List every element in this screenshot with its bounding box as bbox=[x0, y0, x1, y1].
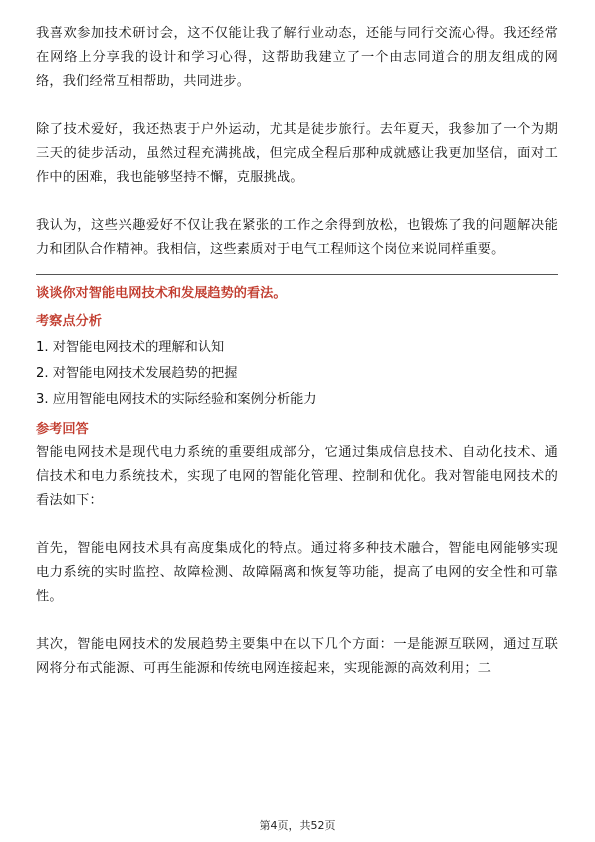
intro-paragraph-3: 我认为，这些兴趣爱好不仅让我在紧张的工作之余得到放松，也锻炼了我的问题解决能力和团队合作精神。我相信，这些素质对于电气工程师这个岗位来说同样重要。 bbox=[36, 218, 558, 257]
answer-paragraph-1: 智能电网技术是现代电力系统的重要组成部分，它通过集成信息技术、自动化技术、通信技术和电力系统技术，实现了电网的智能化管理、控制和优化。我对智能电网技术的看法如下： bbox=[36, 445, 558, 508]
analysis-item-2: 2. 对智能电网技术发展趋势的把握 bbox=[36, 366, 238, 381]
analysis-item-3: 3. 应用智能电网技术的实际经验和案例分析能力 bbox=[36, 392, 317, 407]
spacer bbox=[36, 94, 558, 118]
analysis-heading: 考察点分析 bbox=[36, 314, 102, 329]
section-divider bbox=[36, 274, 558, 275]
question-title: 谈谈你对智能电网技术和发展趋势的看法。 bbox=[36, 286, 287, 301]
spacer bbox=[36, 190, 558, 214]
page-number-footer: 第4页，共52页 bbox=[259, 819, 336, 832]
spacer bbox=[36, 513, 558, 537]
analysis-item-1: 1. 对智能电网技术的理解和认知 bbox=[36, 340, 225, 355]
analysis-list bbox=[36, 335, 558, 413]
page-content bbox=[36, 22, 558, 681]
answer-paragraph-3: 其次，智能电网技术的发展趋势主要集中在以下几个方面：一是能源互联网，通过互联网将分布式能源、可再生能源和传统电网连接起来，实现能源的高效利用；二 bbox=[36, 637, 558, 676]
spacer bbox=[36, 609, 558, 633]
answer-paragraph-2: 首先，智能电网技术具有高度集成化的特点。通过将多种技术融合，智能电网能够实现电力系统的实时监控、故障检测、故障隔离和恢复等功能，提高了电网的安全性和可靠性。 bbox=[36, 541, 558, 604]
intro-paragraph-2: 除了技术爱好，我还热衷于户外运动，尤其是徒步旅行。去年夏天，我参加了一个为期三天的徒步活动，虽然过程充满挑战，但完成全程后那种成就感让我更加坚信，面对工作中的困难，我也能够坚持不懈，克服挑战。 bbox=[36, 122, 558, 185]
intro-paragraph-1: 我喜欢参加技术研讨会，这不仅能让我了解行业动态，还能与同行交流心得。我还经常在网络上分享我的设计和学习心得，这帮助我建立了一个由志同道合的朋友组成的网络，我们经常互相帮助，共同进步。 bbox=[36, 26, 558, 89]
answer-heading: 参考回答 bbox=[36, 422, 89, 437]
